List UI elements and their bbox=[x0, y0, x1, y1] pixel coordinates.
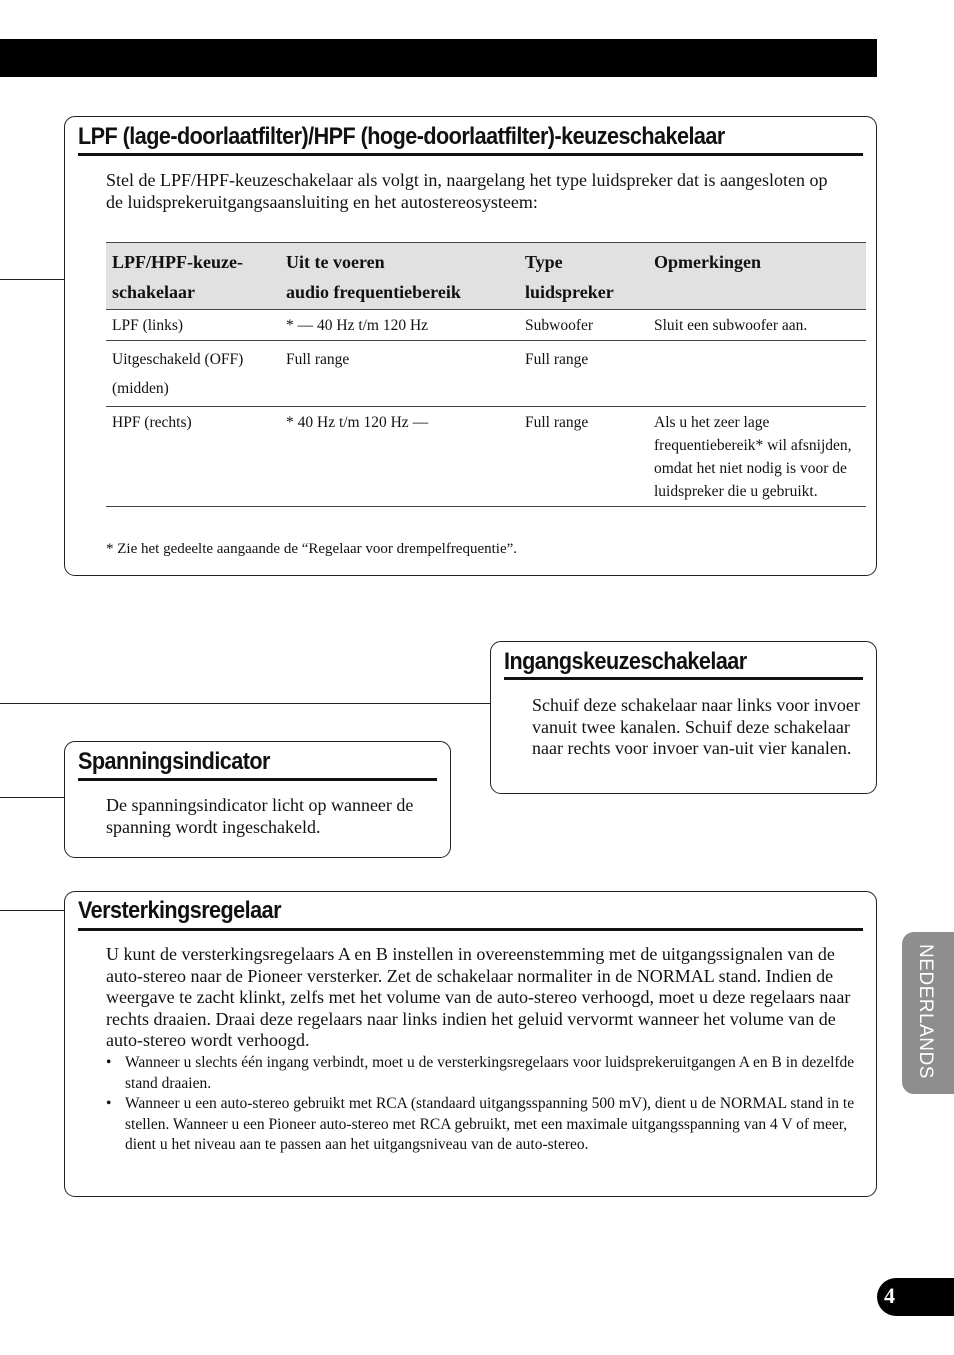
gain-bullet-list bbox=[106, 1053, 866, 1156]
table-cell: LPF (links) bbox=[106, 310, 280, 341]
lpf-hpf-table bbox=[106, 242, 866, 507]
title-rule bbox=[504, 677, 863, 680]
header-bar bbox=[0, 39, 877, 77]
col-header-range: Uit te voeren audio frequentiebereik bbox=[280, 243, 519, 310]
lpf-intro: Stel de LPF/HPF-keuzeschakelaar als volgt in, naargelang het type luidspreker dat is aangesloten op de luidsprekeruitgangsaansluiting en het autostereosysteem: bbox=[106, 170, 828, 212]
table-header-row bbox=[106, 243, 866, 310]
bullet-icon: • bbox=[106, 1095, 112, 1112]
gain-control-title: Versterkingsregelaar bbox=[78, 897, 281, 924]
table-cell: * 40 Hz t/m 120 Hz — bbox=[280, 407, 519, 507]
table-row bbox=[106, 310, 866, 341]
table-cell: Full range bbox=[280, 341, 519, 407]
title-rule bbox=[78, 928, 863, 931]
footnote: * Zie het gedeelte aangaande de “Regelaar voor drempelfrequentie”. bbox=[106, 541, 518, 557]
title-rule bbox=[78, 778, 437, 781]
title-rule bbox=[78, 153, 863, 156]
col-header-switch: LPF/HPF-keuze- schakelaar bbox=[106, 243, 280, 310]
callout-line-input bbox=[0, 703, 491, 704]
table-cell bbox=[648, 341, 866, 407]
callout-line-power bbox=[0, 797, 65, 798]
gain-control-text: U kunt de versterkingsregelaars A en B instellen in overeenstemming met de uitgangssignalen van de auto-stereo naar de Pioneer versterker. Zet de schakelaar normaliter in de NORMAL stand. Indien de weergave te zacht klinkt, zelfs met het volume van de auto-stereo verhoogd, moet u deze regelaars naar rechts draaien. Draai deze regelaars naar links indien het geluid vervormt wanneer het volume van de auto-stereo wordt verhoogd. bbox=[106, 944, 851, 1050]
table-cell: Full range bbox=[519, 341, 648, 407]
page-number-badge bbox=[877, 1278, 954, 1316]
bullet-icon: • bbox=[106, 1054, 112, 1071]
callout-line-gain bbox=[0, 910, 65, 911]
page-number: 4 bbox=[884, 1283, 895, 1308]
language-label: NEDERLANDS bbox=[915, 944, 936, 1079]
table-cell: * — 40 Hz t/m 120 Hz bbox=[280, 310, 519, 341]
table-cell: HPF (rechts) bbox=[106, 407, 280, 507]
power-indicator-title: Spanningsindicator bbox=[78, 748, 270, 775]
col-header-remarks: Opmerkingen bbox=[648, 243, 866, 310]
table-cell: Uitgeschakeld (OFF) (midden) bbox=[106, 341, 280, 407]
col-header-speaker: Type luidspreker bbox=[519, 243, 648, 310]
language-side-tab bbox=[902, 932, 954, 1094]
lpf-hpf-title: LPF (lage-doorlaatfilter)/HPF (hoge-doorlaatfilter)-keuzeschakelaar bbox=[78, 123, 725, 150]
table-cell: Sluit een subwoofer aan. bbox=[648, 310, 866, 341]
table-row bbox=[106, 407, 866, 507]
list-item: • Wanneer u een auto-stereo gebruikt met RCA (standaard uitgangsspanning 500 mV), dient u de NORMAL stand in te stellen. Wanneer u een Pioneer auto-stereo met RCA gebruikt, met een maximale uitgangsspanning van 4 V of meer, dient u het niveau aan te passen aan het uitgangsniveau van de auto-stereo. bbox=[106, 1095, 855, 1153]
table-cell: Als u het zeer lage frequentiebereik* wil afsnijden, omdat het niet nodig is voor de luidspreker die u gebruikt. bbox=[648, 407, 866, 507]
table-cell: Full range bbox=[519, 407, 648, 507]
power-indicator-text: De spanningsindicator licht op wanneer de spanning wordt ingeschakeld. bbox=[106, 795, 414, 837]
input-selector-title: Ingangskeuzeschakelaar bbox=[504, 648, 747, 675]
input-selector-text: Schuif deze schakelaar naar links voor invoer vanuit twee kanalen. Schuif deze schakelaar naar rechts voor invoer van-uit vier kanalen. bbox=[532, 695, 860, 758]
list-item: • Wanneer u slechts één ingang verbindt, moet u de versterkingsregelaars voor luidsprekeruitgangen A en B in dezelfde stand draaien. bbox=[106, 1054, 855, 1092]
callout-line-lpf bbox=[0, 279, 65, 280]
table-cell: Subwoofer bbox=[519, 310, 648, 341]
table-row bbox=[106, 341, 866, 407]
